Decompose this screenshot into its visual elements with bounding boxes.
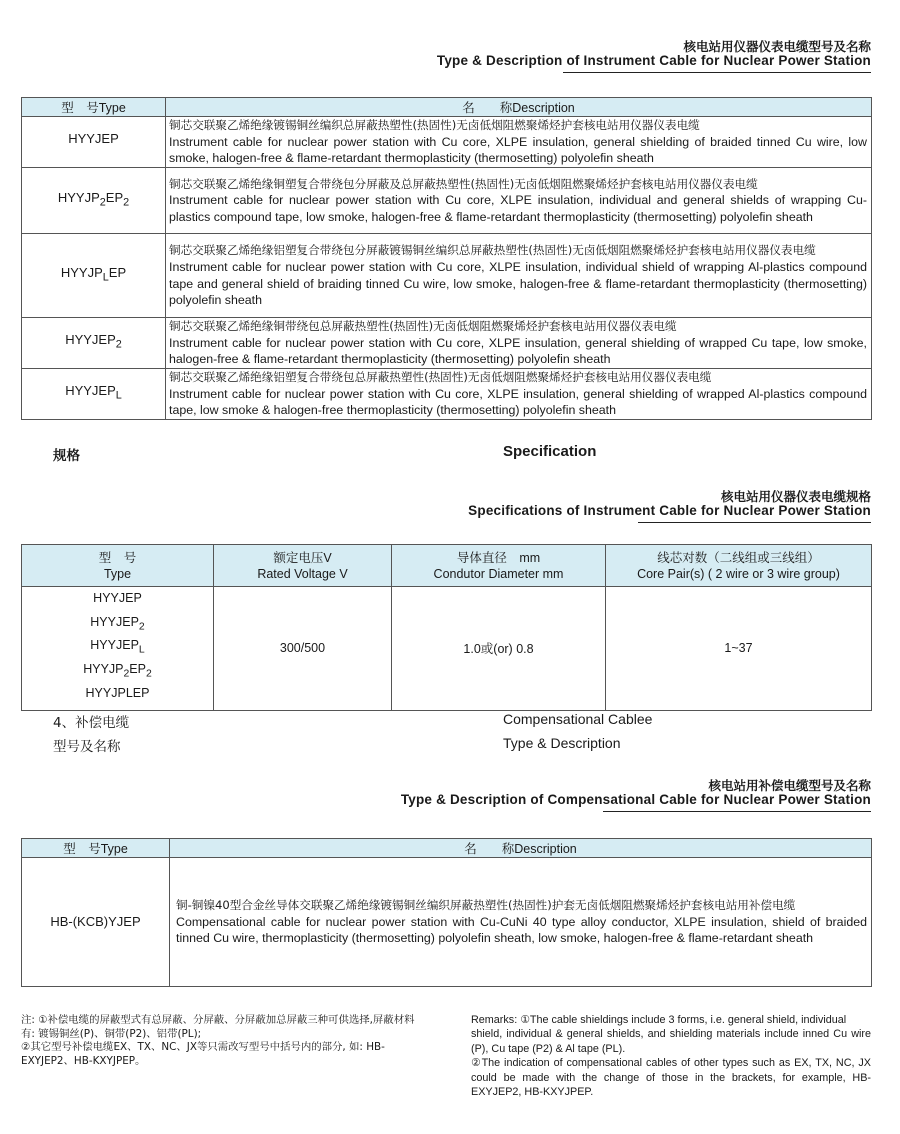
col-header-type: 型 号Type: [22, 98, 166, 117]
description-en: Instrument cable for nuclear power station with Cu core, XLPE insulation, individual shield of wrapping Al-plastics compound tape and general shield of braiding tinned Cu wire, low smoke, halogen-free & flame-retardant thermoplasticity (thermosetting) polyolefin sheath: [169, 259, 867, 308]
spec-type-item: [22, 684, 213, 708]
spec-table: [21, 544, 872, 711]
type-base: HYYJEP: [93, 591, 142, 605]
type-subscript: 2: [138, 621, 145, 633]
section4-sub-en: Type & Description: [503, 735, 621, 751]
type-base: HYYJEP: [65, 383, 116, 399]
type-cell: [22, 117, 166, 168]
spec-types-cell: [22, 587, 214, 711]
type-base: HYYJPLEP: [85, 685, 150, 700]
spec-col-diameter: 导体直径 mm Condutor Diameter mm: [392, 545, 606, 587]
section4-title-rule: [603, 811, 871, 812]
table-row: [22, 234, 872, 318]
description-cell: [166, 369, 872, 420]
col-header-description: 名 称Description: [166, 98, 872, 117]
table-row: [22, 369, 872, 420]
type-base: HYYJP: [60, 264, 103, 280]
spec-title-cn: 核电站用仪器仪表电缆规格: [720, 489, 871, 504]
description-cell: [166, 168, 872, 234]
type-subscript-2: 2: [145, 668, 152, 680]
type-subscript: L: [102, 271, 109, 284]
section4-heading-en: Compensational Cablee: [503, 711, 653, 727]
comp-desc-en: Compensational cable for nuclear power station with Cu-CuNi 40 type alloy conductor, XLPE insulation, shield of braided tinned Cu wire, thermoplasticity (thermosetting) polyolefin sheath, low smoke, halogen-free & flame-retardant sheath: [176, 914, 867, 946]
type-subscript: L: [115, 390, 122, 402]
instrument-cable-type-table: [21, 97, 872, 420]
comp-col-header-description: 名 称Description: [170, 839, 872, 858]
spec-type-item: [22, 660, 213, 684]
type-cell: [22, 369, 166, 420]
spec-type-item: [22, 589, 213, 613]
section4-title-cn: 核电站用补偿电缆型号及名称: [708, 778, 871, 793]
spec-col-voltage: 额定电压V Rated Voltage V: [214, 545, 392, 587]
type-base: HYYJP: [57, 189, 100, 205]
spec-col-pairs: 线芯对数（二线组或三线组） Core Pair(s) ( 2 wire or 3 wire group): [606, 545, 872, 587]
remark-cn-2: ②其它型号补偿电缆EX、TX、NC、JX等只需改写型号中括号内的部分, 如: HB-EXYJEP2、HB-KXYJPEP。: [21, 1041, 385, 1067]
description-cell: [166, 318, 872, 369]
remarks-cn: [21, 1014, 421, 1068]
comp-col-header-type: 型 号Type: [22, 839, 170, 858]
type-base: HYYJEP: [68, 131, 119, 147]
type-cell: [22, 318, 166, 369]
spec-col-type: 型 号 Type: [22, 545, 214, 587]
section4-title-en: Type & Description of Compensational Cable for Nuclear Power Station: [400, 792, 871, 807]
description-cn: 铜芯交联聚乙烯绝缘铝塑复合带绕包总屏蔽热塑性(热固性)无卤低烟阻燃聚烯烃护套核电站用仪器仪表电缆: [169, 370, 712, 385]
remark-en-3: ②The indication of compensational cables of other types such as EX, TX, NC, JX could be made with the change of those in the brackets, for example, HB-EXYJEP2, HB-KXYJPEP.: [471, 1057, 871, 1099]
description-en: Instrument cable for nuclear power station with Cu core, XLPE insulation, general shielding of wrapped Al-plastics compound tape, low smoke & halogen-free thermoplasticity (thermosetting) polyolefin sheath: [169, 386, 867, 418]
type-tail: EP: [108, 264, 127, 280]
table-row: [22, 318, 872, 369]
comp-desc-cn: 铜-铜镍40型合金丝导体交联聚乙烯绝缘镀锡铜丝编织屏蔽热塑性(热固性)护套无卤低烟阻燃聚烯烃护套核电站用补偿电缆: [176, 898, 796, 913]
section1-title-cn: 核电站用仪器仪表电缆型号及名称: [683, 39, 871, 54]
type-base: HYYJP: [83, 662, 124, 677]
section4-heading-cn: 4、补偿电缆: [53, 715, 130, 731]
type-subscript: L: [138, 644, 145, 656]
section4-sub-cn: 型号及名称: [53, 739, 121, 755]
description-cell: [166, 117, 872, 168]
description-cn: 铜芯交联聚乙烯绝缘铜带绕包总屏蔽热塑性(热固性)无卤低烟阻燃聚烯烃护套核电站用仪器仪表电缆: [169, 319, 677, 334]
type-tail: EP: [105, 189, 124, 205]
description-en: Instrument cable for nuclear power station with Cu core, XLPE insulation, individual and general shields of wrapping Cu-plastics compound tape, low smoke, halogen-free & flame-retardant thermoplasticity (thermosetting) polyolefin sheath: [169, 193, 867, 224]
section1-title-en: Type & Description of Instrument Cable for Nuclear Power Station: [436, 53, 871, 68]
type-cell: [22, 168, 166, 234]
description-cn: 铜芯交联聚乙烯绝缘铜塑复合带绕包分屏蔽及总屏蔽热塑性(热固性)无卤低烟阻燃聚烯烃护套核电站用仪器仪表电缆: [169, 176, 758, 191]
type-subscript: 2: [115, 339, 122, 351]
spec-title-en: Specifications of Instrument Cable for Nuclear Power Station: [468, 503, 871, 518]
spec-voltage-cell: 300/500: [214, 587, 392, 711]
spec-type-item: [22, 636, 213, 660]
spec-diameter-cell: 1.0或(or) 0.8: [392, 587, 606, 711]
type-cell: [22, 234, 166, 318]
type-subscript: 2: [123, 668, 130, 680]
spec-title-rule: [638, 522, 871, 523]
table-row: [22, 168, 872, 234]
type-base: HYYJEP: [65, 332, 116, 348]
description-cell: [166, 234, 872, 318]
type-subscript: 2: [99, 196, 106, 209]
remark-en-2: shield, individual & general shields, and shielding materials include inned Cu wire (P), Cu tape (P2) & Al tape (PL).: [471, 1028, 871, 1055]
compensational-cable-table: [21, 838, 872, 987]
description-cn: 铜芯交联聚乙烯绝缘镀锡铜丝编织总屏蔽热塑性(热固性)无卤低烟阻燃聚烯烃护套核电站用仪器仪表电缆: [169, 118, 700, 133]
spec-type-item: [22, 613, 213, 637]
remarks-en: [471, 1013, 871, 1099]
description-cn: 铜芯交联聚乙烯绝缘铝塑复合带绕包分屏蔽镀锡铜丝编织总屏蔽热塑性(热固性)无卤低烟阻燃聚烯烃护套核电站用仪器仪表电缆: [169, 243, 816, 258]
type-subscript-2: 2: [123, 196, 130, 209]
type-base: HYYJEP: [90, 614, 139, 629]
remark-cn-1: 注: ①补偿电缆的屏蔽型式有总屏蔽、分屏蔽、分屏蔽加总屏蔽三种可供选择,屏蔽材料有: 镀锡铜丝(P)、铜带(P2)、铝带(PL);: [21, 1014, 415, 1040]
description-en: Instrument cable for nuclear power station with Cu core, XLPE insulation, general shielding of braided tinned Cu wire, low smoke, halogen-free & flame-retardant thermoplasticity (thermosetting) polyolefin sheath: [169, 134, 867, 166]
spec-heading-en: Specification: [503, 443, 597, 460]
description-en: Instrument cable for nuclear power station with Cu core, XLPE insulation, general shielding of wrapped Cu tape, low smoke, halogen-free & flame-retardant thermoplasticity (thermosetting) polyolefin sheath: [169, 335, 867, 367]
type-base: HYYJEP: [90, 638, 139, 653]
comp-desc-cell: [170, 858, 872, 987]
spec-pairs-cell: 1~37: [606, 587, 872, 711]
remark-en-1: Remarks: ①The cable shieldings include 3 forms, i.e. general shield, individual: [471, 1014, 847, 1026]
section1-title-rule: [563, 72, 871, 73]
spec-heading-cn: 规格: [53, 448, 80, 464]
comp-type-cell: HB-(KCB)YJEP: [22, 858, 170, 987]
type-tail: EP: [129, 662, 146, 677]
table-row: [22, 117, 872, 168]
